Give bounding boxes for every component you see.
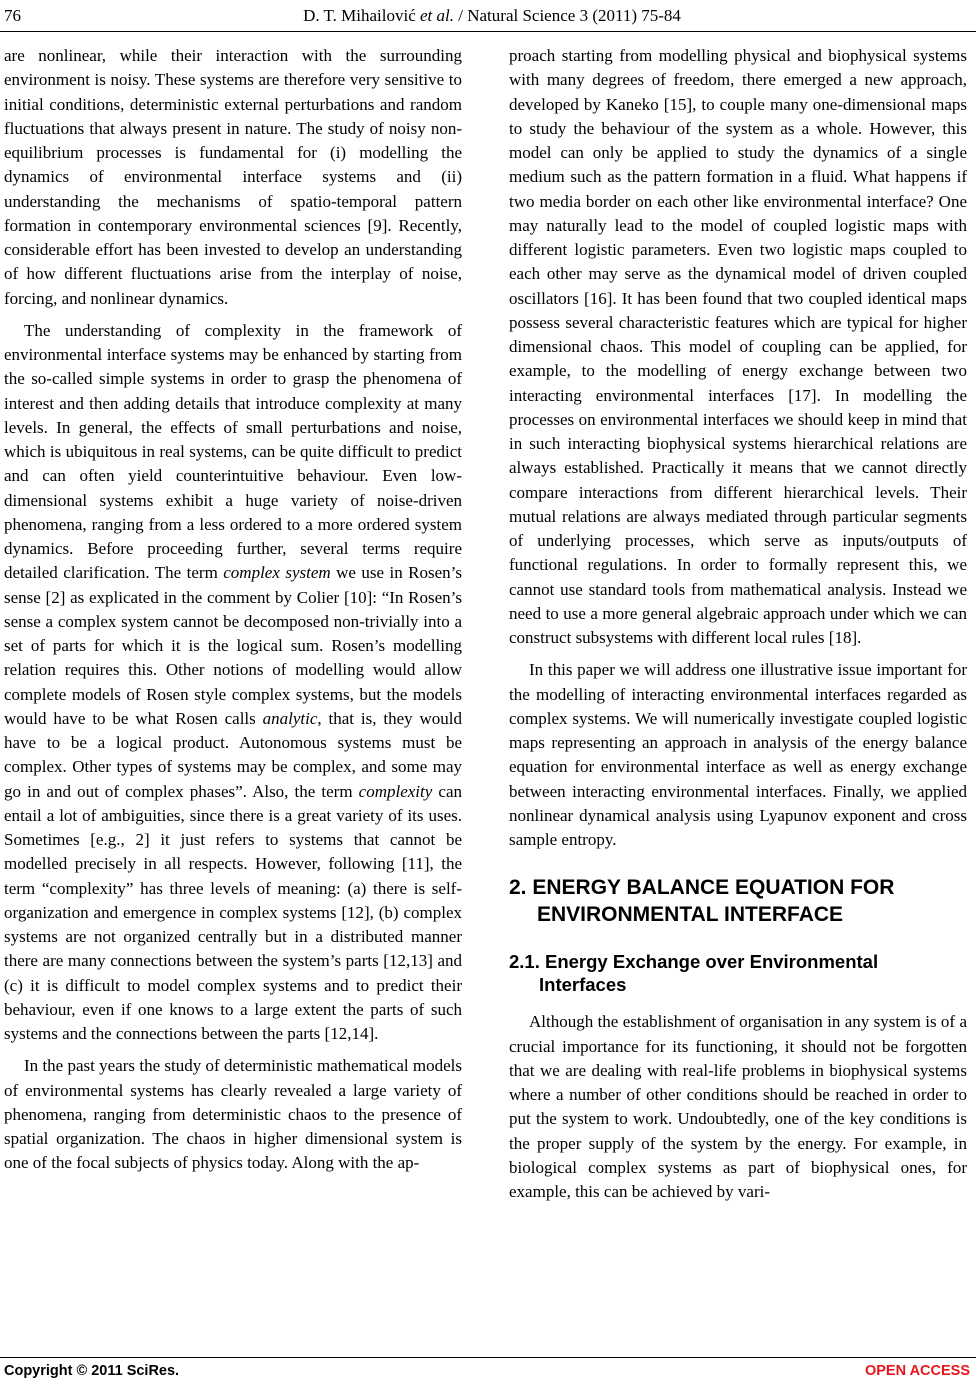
right-column <box>509 44 967 1204</box>
section-heading: 2. ENERGY BALANCE EQUATION FOR ENVIRONMENTAL INTERFACE <box>509 876 895 927</box>
text-span: we use in Rosen’s sense [2] as explicated in the comment by Colier [10]: “In Rosen’s sense a complex system cannot be decomposed non-trivially into a set of parts for which it is the logical sum. Rosen’s modelling relation requires this. Other notions of modelling would allow complete models of Rosen style complex systems, but the models would have to be what Rosen calls <box>4 563 463 728</box>
emphasis-analytic: analytic <box>262 708 318 728</box>
text-span: The understanding of complexity in the framework of environmental interface systems may be enhanced by starting from the so-called simple systems in order to grasp the phenomena of interest and then adding details that introduce complexity at many levels. In general, the effects of small perturbations and noise, which is ubiquitous in real systems, can be quite difficult to predict and can often yield counterintuitive behaviour. Even low-dimensional systems exhibit a huge variety of noise-driven phenomena, ranging from a less ordered to a more ordered system dynamics. Before proceeding further, several terms require detailed clarification. The term <box>4 320 462 583</box>
text-span: , that is, they would have to be a logical product. Autonomous systems must be complex. Other types of systems may be complex, and some may go in and out of complex phases”. Also, the term <box>4 708 462 801</box>
paragraph-continued: proach starting from modelling physical and biophysical systems with many degrees of freedom, there emerged a new approach, developed by Kaneko [15], to couple many one-dimensional maps to study the behaviour of the system as a whole. However, this model can only be applied to study the dynamics of a single medium such as the pattern formation in a fluid. What happens if two media border on each other like environmental interface? One may naturally lead to the model of coupled logistic maps with different logistic parameters. Even two logistic maps coupled to each other may serve as the dynamical model of driven coupled oscillators [16]. It has been found that two coupled identical maps possess several characteristic features which are typical for higher dimensional chaos. This model of coupling can be applied, for example, to the modelling of energy exchange between two interacting environmental interfaces [17]. In modelling the processes on environmental interfaces we should keep in mind that in such interacting biophysical systems hierarchical relations are always established. Practically it means that we cannot directly compare interactions from different hierarchical levels. Their mutual relations are always mediated through particular segments of underlying processes, which serve as inputs/outputs of functional regulations. In order to formally represent this, we cannot use standard tools from mathematical analysis. Instead we need to use a more general algebraic approach under which we can construct subsystems with different local rules [18]. <box>509 46 967 647</box>
paragraph-energy-exchange: Although the establishment of organisation in any system is of a crucial importance for its functioning, it should not be forgotten that we are dealing with real-life problems in biophysical systems where a number of other conditions should be reached in order to put the system to work. Undoubtedly, one of the key conditions is the proper supply of the system by the energy. For example, in biological complex systems as part of biophysical ones, for example, this can be achieved by vari- <box>509 1012 967 1201</box>
left-column <box>4 44 462 1176</box>
copyright-notice: Copyright © 2011 SciRes. <box>4 1363 180 1379</box>
header-rule <box>0 31 976 32</box>
paragraph-deterministic-models: In the past years the study of deterministic mathematical models of environmental systems has clearly revealed a large variety of phenomena, ranging from deterministic chaos to the presence of spatial organization. The chaos in higher dimensional system is one of the focal subjects of physics today. Along with the ap- <box>4 1056 462 1173</box>
running-head-etal: et al. <box>420 6 455 25</box>
page-number: 76 <box>4 6 21 25</box>
open-access-label: OPEN ACCESS <box>864 1363 970 1379</box>
paragraph-continued: are nonlinear, while their interaction with the surrounding environment is noisy. These systems are therefore very sensitive to initial conditions, deterministic external perturbations and random fluctuations that always present in nature. The study of noisy non-equilibrium processes is fundamental for (i) modelling the dynamics of environmental interface systems and (ii) understanding the mechanisms of spatio-temporal pattern formation in contemporary environmental sciences [9]. Recently, considerable effort has been invested to develop an understanding of how different fluctuations arise from the interplay of noise, forcing, and nonlinear dynamics. <box>4 46 462 308</box>
emphasis-complex-system: complex system <box>223 563 331 583</box>
subsection-heading: 2.1. Energy Exchange over Environmental Interfaces <box>509 951 879 996</box>
running-head-authors: D. T. Mihailović <box>303 6 421 25</box>
footer-rule <box>0 1357 976 1358</box>
paragraph-complexity <box>4 319 462 1047</box>
emphasis-complexity: complexity <box>358 781 433 801</box>
text-span: can entail a lot of ambiguities, since there is a great variety of its uses. Sometimes [e.g., 2] it just refers to systems that cannot be modelled precisely in all respects. However, following [11], the term “complexity” has three levels of meaning: (a) there is self-organization and emergence in complex systems [12], (b) complex systems are not organized centrally but in a distributed manner there are many connections between the system’s parts [12,13] and (c) it is difficult to model complex systems and to predict their behaviour, even if one knows to a large extent the parts of such systems and the connections between the parts [12,14]. <box>4 781 462 1043</box>
running-head-journal: / Natural Science 3 (2011) 75-84 <box>454 6 681 25</box>
paragraph-this-paper: In this paper we will address one illustrative issue important for the modelling of interacting environmental interfaces regarded as complex systems. We will numerically investigate coupled logistic maps representing an approach in analysis of the energy balance equation for environmental interface as well as energy exchange between interacting environmental interfaces. Finally, we applied nonlinear dynamical analysis using Lyapunov exponent and cross sample entropy. <box>509 660 967 849</box>
running-head <box>270 6 714 26</box>
